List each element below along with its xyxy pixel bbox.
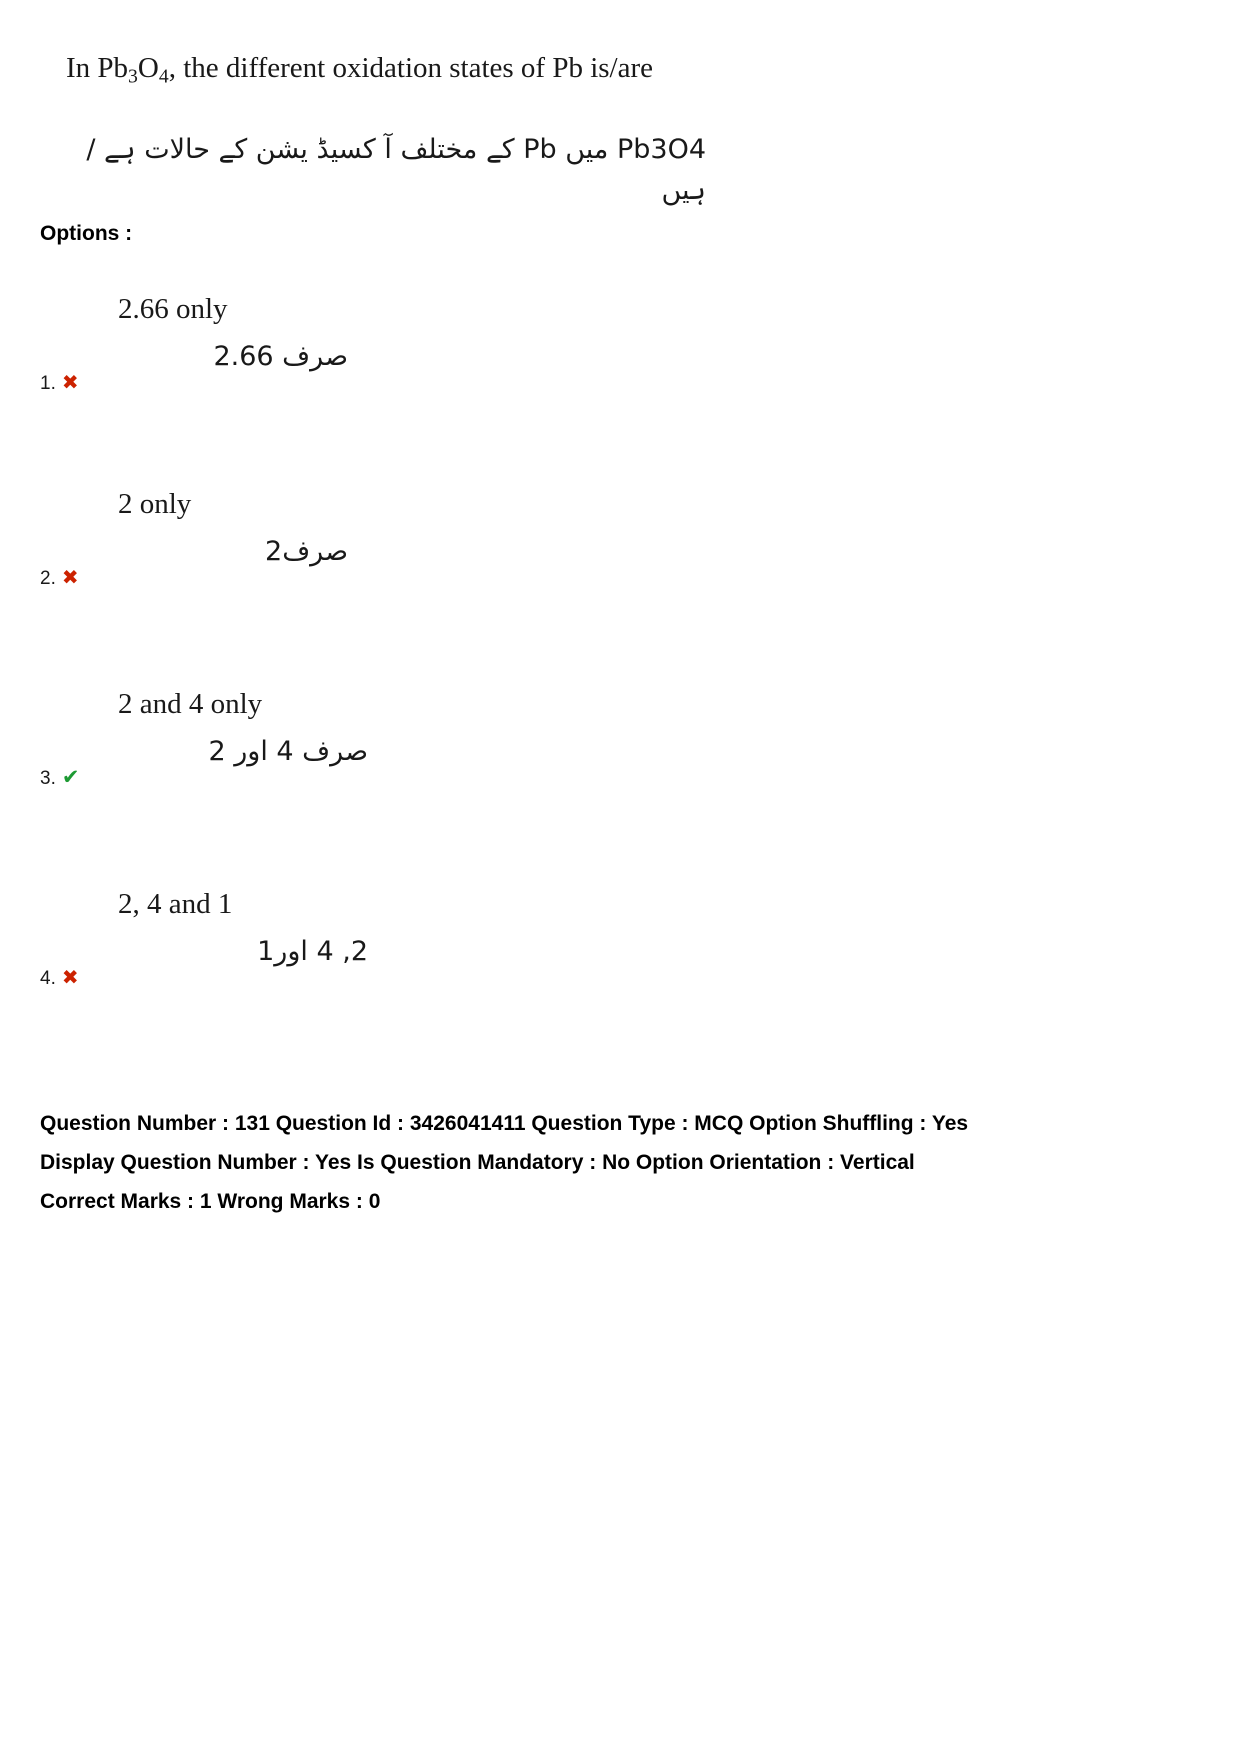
option-number-2: 2. [40,568,56,589]
metadata-line-1: Question Number : 131 Question Id : 3426041411 Question Type : MCQ Option Shuffling : Yes [40,1112,969,1135]
option-text-english-1: 2.66 only [118,293,228,325]
option-marker-4 [40,965,100,990]
option-text-urdu-2: صرف2 [265,536,348,568]
option-marker-2 [40,565,100,590]
option-text-english-3: 2 and 4 only [118,688,263,720]
option-body-4 [118,885,818,973]
option-number-1: 1. [40,373,56,394]
option-number-3: 3. [40,768,56,789]
metadata-line-2: Display Question Number : Yes Is Question Mandatory : No Option Orientation : Vertical [40,1150,915,1174]
option-text-english-2: 2 only [118,488,192,520]
question-metadata [40,1105,1140,1222]
option-body-1 [118,290,818,378]
question-stem-english: In $Pb_3O_4$, the different oxidation states of Pb is/are [66,52,654,88]
check-icon: ✔ [61,765,80,789]
option-text-urdu-1: صرف 2.66 [213,341,348,373]
options-label: Options : [40,222,133,245]
metadata-line-3: Correct Marks : 1 Wrong Marks : 0 [40,1189,381,1213]
option-body-3 [118,685,818,773]
option-text-urdu-4: 2, 4 اور1 [257,936,368,968]
option-body-2 [118,485,818,573]
question-stem-urdu [66,130,706,211]
cross-icon: ✖ [61,565,79,589]
option-marker-1 [40,370,100,395]
question-stem-urdu-text: Pb3O4 میں Pb کے مختلف آ کسیڈ یشن کے حالات ہے /ہیں [86,134,706,206]
cross-icon: ✖ [61,370,79,394]
option-marker-3 [40,765,100,790]
option-text-urdu-3: صرف 4 اور 2 [208,736,368,768]
cross-icon: ✖ [61,965,79,989]
option-text-english-4: 2, 4 and 1 [118,888,233,920]
option-number-4: 4. [40,968,56,989]
